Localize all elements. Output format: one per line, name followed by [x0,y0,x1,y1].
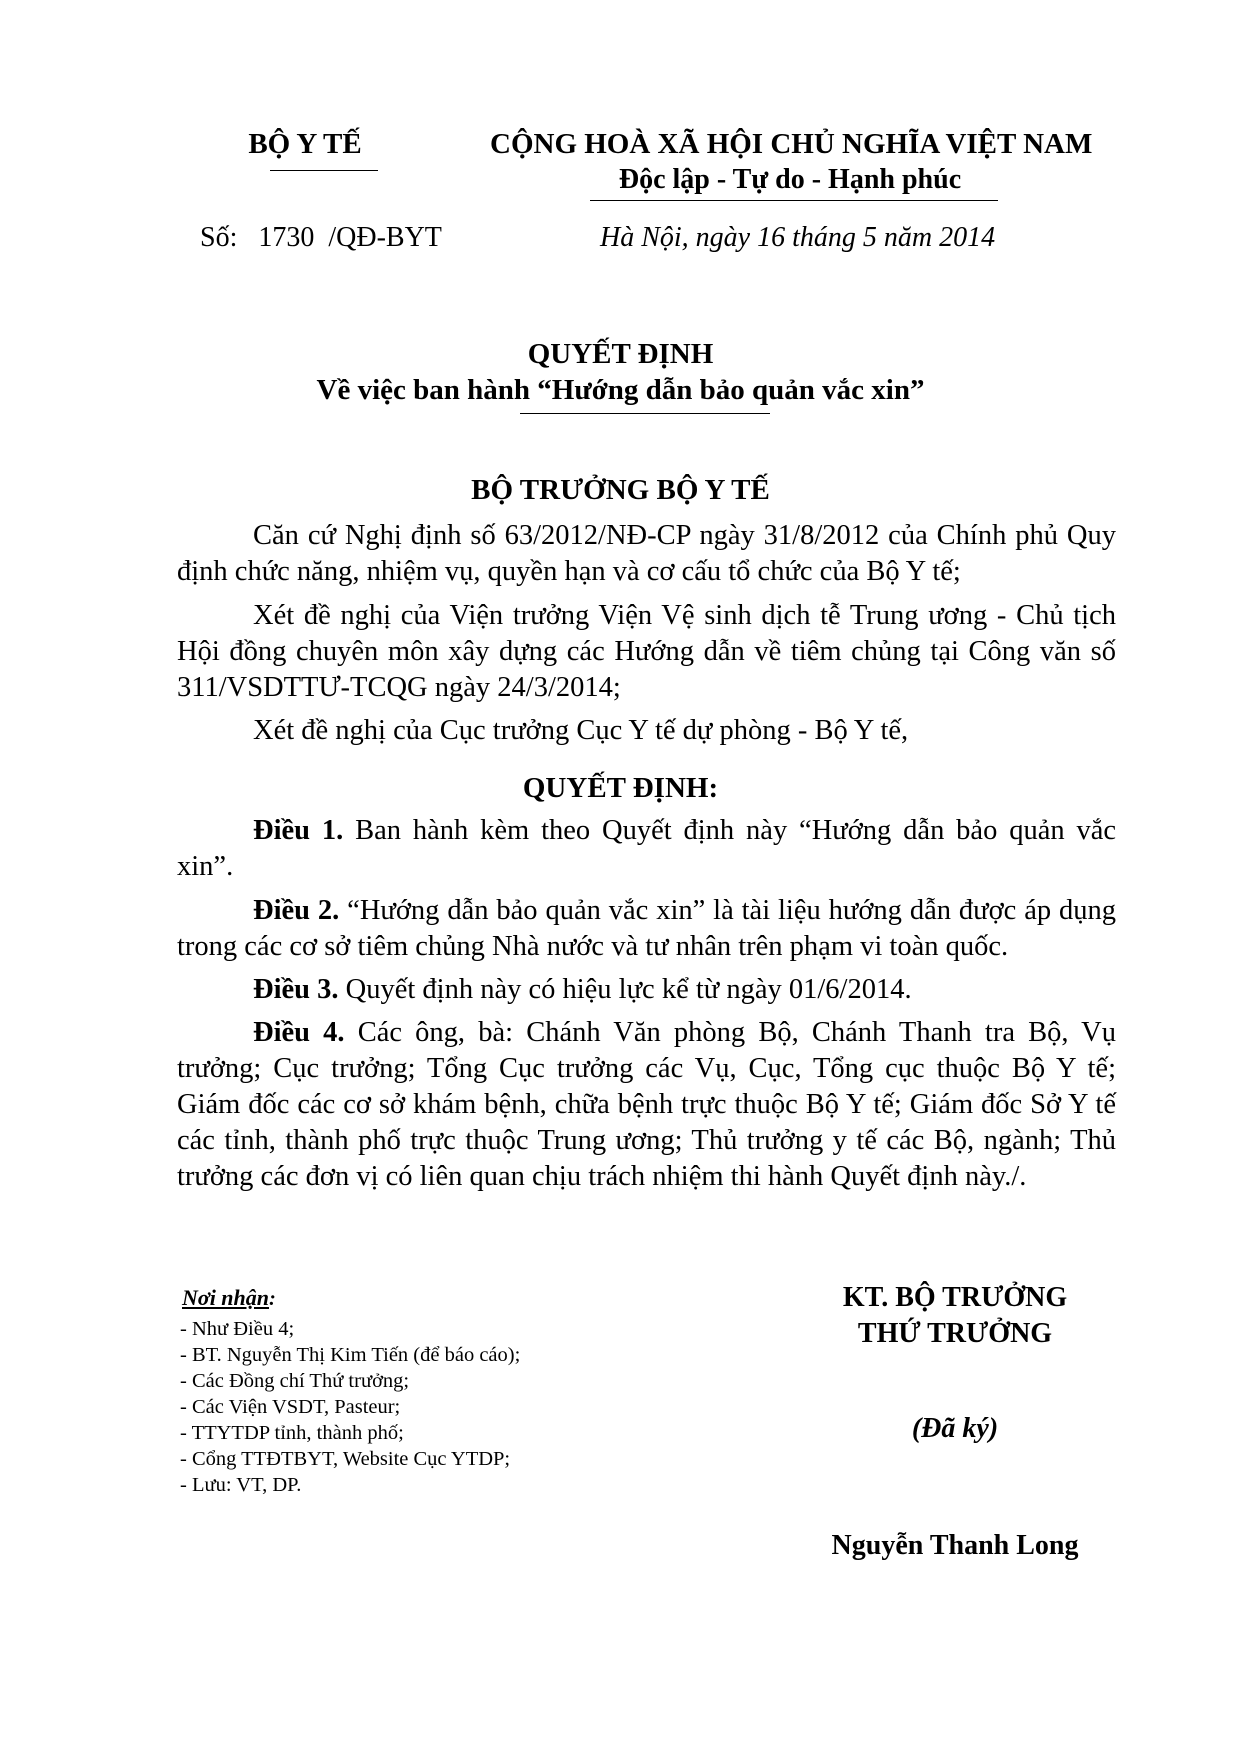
issuing-authority: BỘ TRƯỞNG BỘ Y TẾ [471,474,770,506]
decision-heading: QUYẾT ĐỊNH: [522,772,719,804]
recipient-item: - Các Viện VSDT, Pasteur; [180,1396,401,1418]
place-and-date: Hà Nội, ngày 16 tháng 5 năm 2014 [600,222,996,253]
article-4 [177,1015,1116,1195]
recipient-item: - Lưu: VT, DP. [180,1474,302,1496]
recipients-label-colon: : [269,1288,276,1310]
recipients-label: Nơi nhận [182,1285,270,1310]
signed-note: (Đã ký) [911,1413,999,1444]
motto-underline [590,200,998,201]
signature-title-line1: KT. BỘ TRƯỞNG [842,1282,1068,1313]
article-text: “Hướng dẫn bảo quản vắc xin” là tài liệu hướng dẫn được áp dụng trong các cơ sở tiêm chủng Nhà nước và tư nhân trên phạm vi toàn quốc. [177,895,1117,962]
article-label: Điều 3. [253,974,339,1005]
signature-title-line2: THỨ TRƯỞNG [857,1318,1053,1349]
document-subject: Về việc ban hành “Hướng dẫn bảo quản vắc xin” [316,374,925,406]
title-underline [520,413,770,414]
recipients-block [180,1285,700,1498]
article-1 [177,813,1116,885]
signer-name: Nguyễn Thanh Long [831,1530,1079,1561]
national-motto: Độc lập - Tự do - Hạnh phúc [618,164,962,195]
recipient-item: - Các Đồng chí Thứ trưởng; [180,1370,410,1392]
recipients-list [180,1316,700,1498]
article-text: Ban hành kèm theo Quyết định này “Hướng dẫn bảo quản vắc xin”. [177,815,1117,882]
recipient-item: - TTYTDP tỉnh, thành phố; [180,1422,404,1444]
preamble-paragraph: Xét đề nghị của Cục trưởng Cục Y tế dự phòng - Bộ Y tế, [253,715,909,746]
national-title: CỘNG HOÀ XÃ HỘI CHỦ NGHĨA VIỆT NAM [490,128,1093,160]
article-label: Điều 1. [253,815,344,846]
signature-block [780,1280,1130,1352]
article-3 [177,972,1116,1008]
article-text: Quyết định này có hiệu lực kể từ ngày 01/6/2014. [338,974,912,1005]
recipient-item: - BT. Nguyễn Thị Kim Tiến (để báo cáo); [180,1344,521,1366]
document-number: Số: 1730 /QĐ-BYT [200,222,442,253]
article-label: Điều 4. [253,1017,345,1048]
recipient-item: - Như Điều 4; [180,1318,295,1340]
preamble-paragraph: Xét đề nghị của Viện trưởng Viện Vệ sinh dịch tễ Trung ương - Chủ tịch Hội đồng chuyên môn xây dựng các Hướng dẫn về tiêm chủng tại Công văn số 311/VSDTTƯ-TCQG ngày 24/3/2014; [177,600,1116,703]
recipient-item: - Cổng TTĐTBYT, Website Cục YTDP; [180,1448,511,1470]
article-2 [177,893,1116,965]
recipients-heading [180,1285,700,1312]
article-text: Các ông, bà: Chánh Văn phòng Bộ, Chánh Thanh tra Bộ, Vụ trưởng; Cục trưởng; Tổng Cục trưởng các Vụ, Cục, Tổng cục thuộc Bộ Y tế; Giám đốc các cơ sở khám bệnh, chữa bệnh trực thuộc Bộ Y tế; Giám đốc Sở Y tế các tỉnh, thành phố trực thuộc Trung ương; Thủ trưởng y tế các Bộ, ngành; Thủ trưởng các đơn vị có liên quan chịu trách nhiệm thi hành Quyết định này./. [177,1017,1116,1192]
issuing-agency: BỘ Y TẾ [248,128,362,160]
agency-underline [270,170,378,171]
document-title: QUYẾT ĐỊNH [527,338,714,370]
preamble-paragraph: Căn cứ Nghị định số 63/2012/NĐ-CP ngày 31/8/2012 của Chính phủ Quy định chức năng, nhiệm vụ, quyền hạn và cơ cấu tổ chức của Bộ Y tế; [177,520,1116,587]
article-label: Điều 2. [253,895,340,926]
